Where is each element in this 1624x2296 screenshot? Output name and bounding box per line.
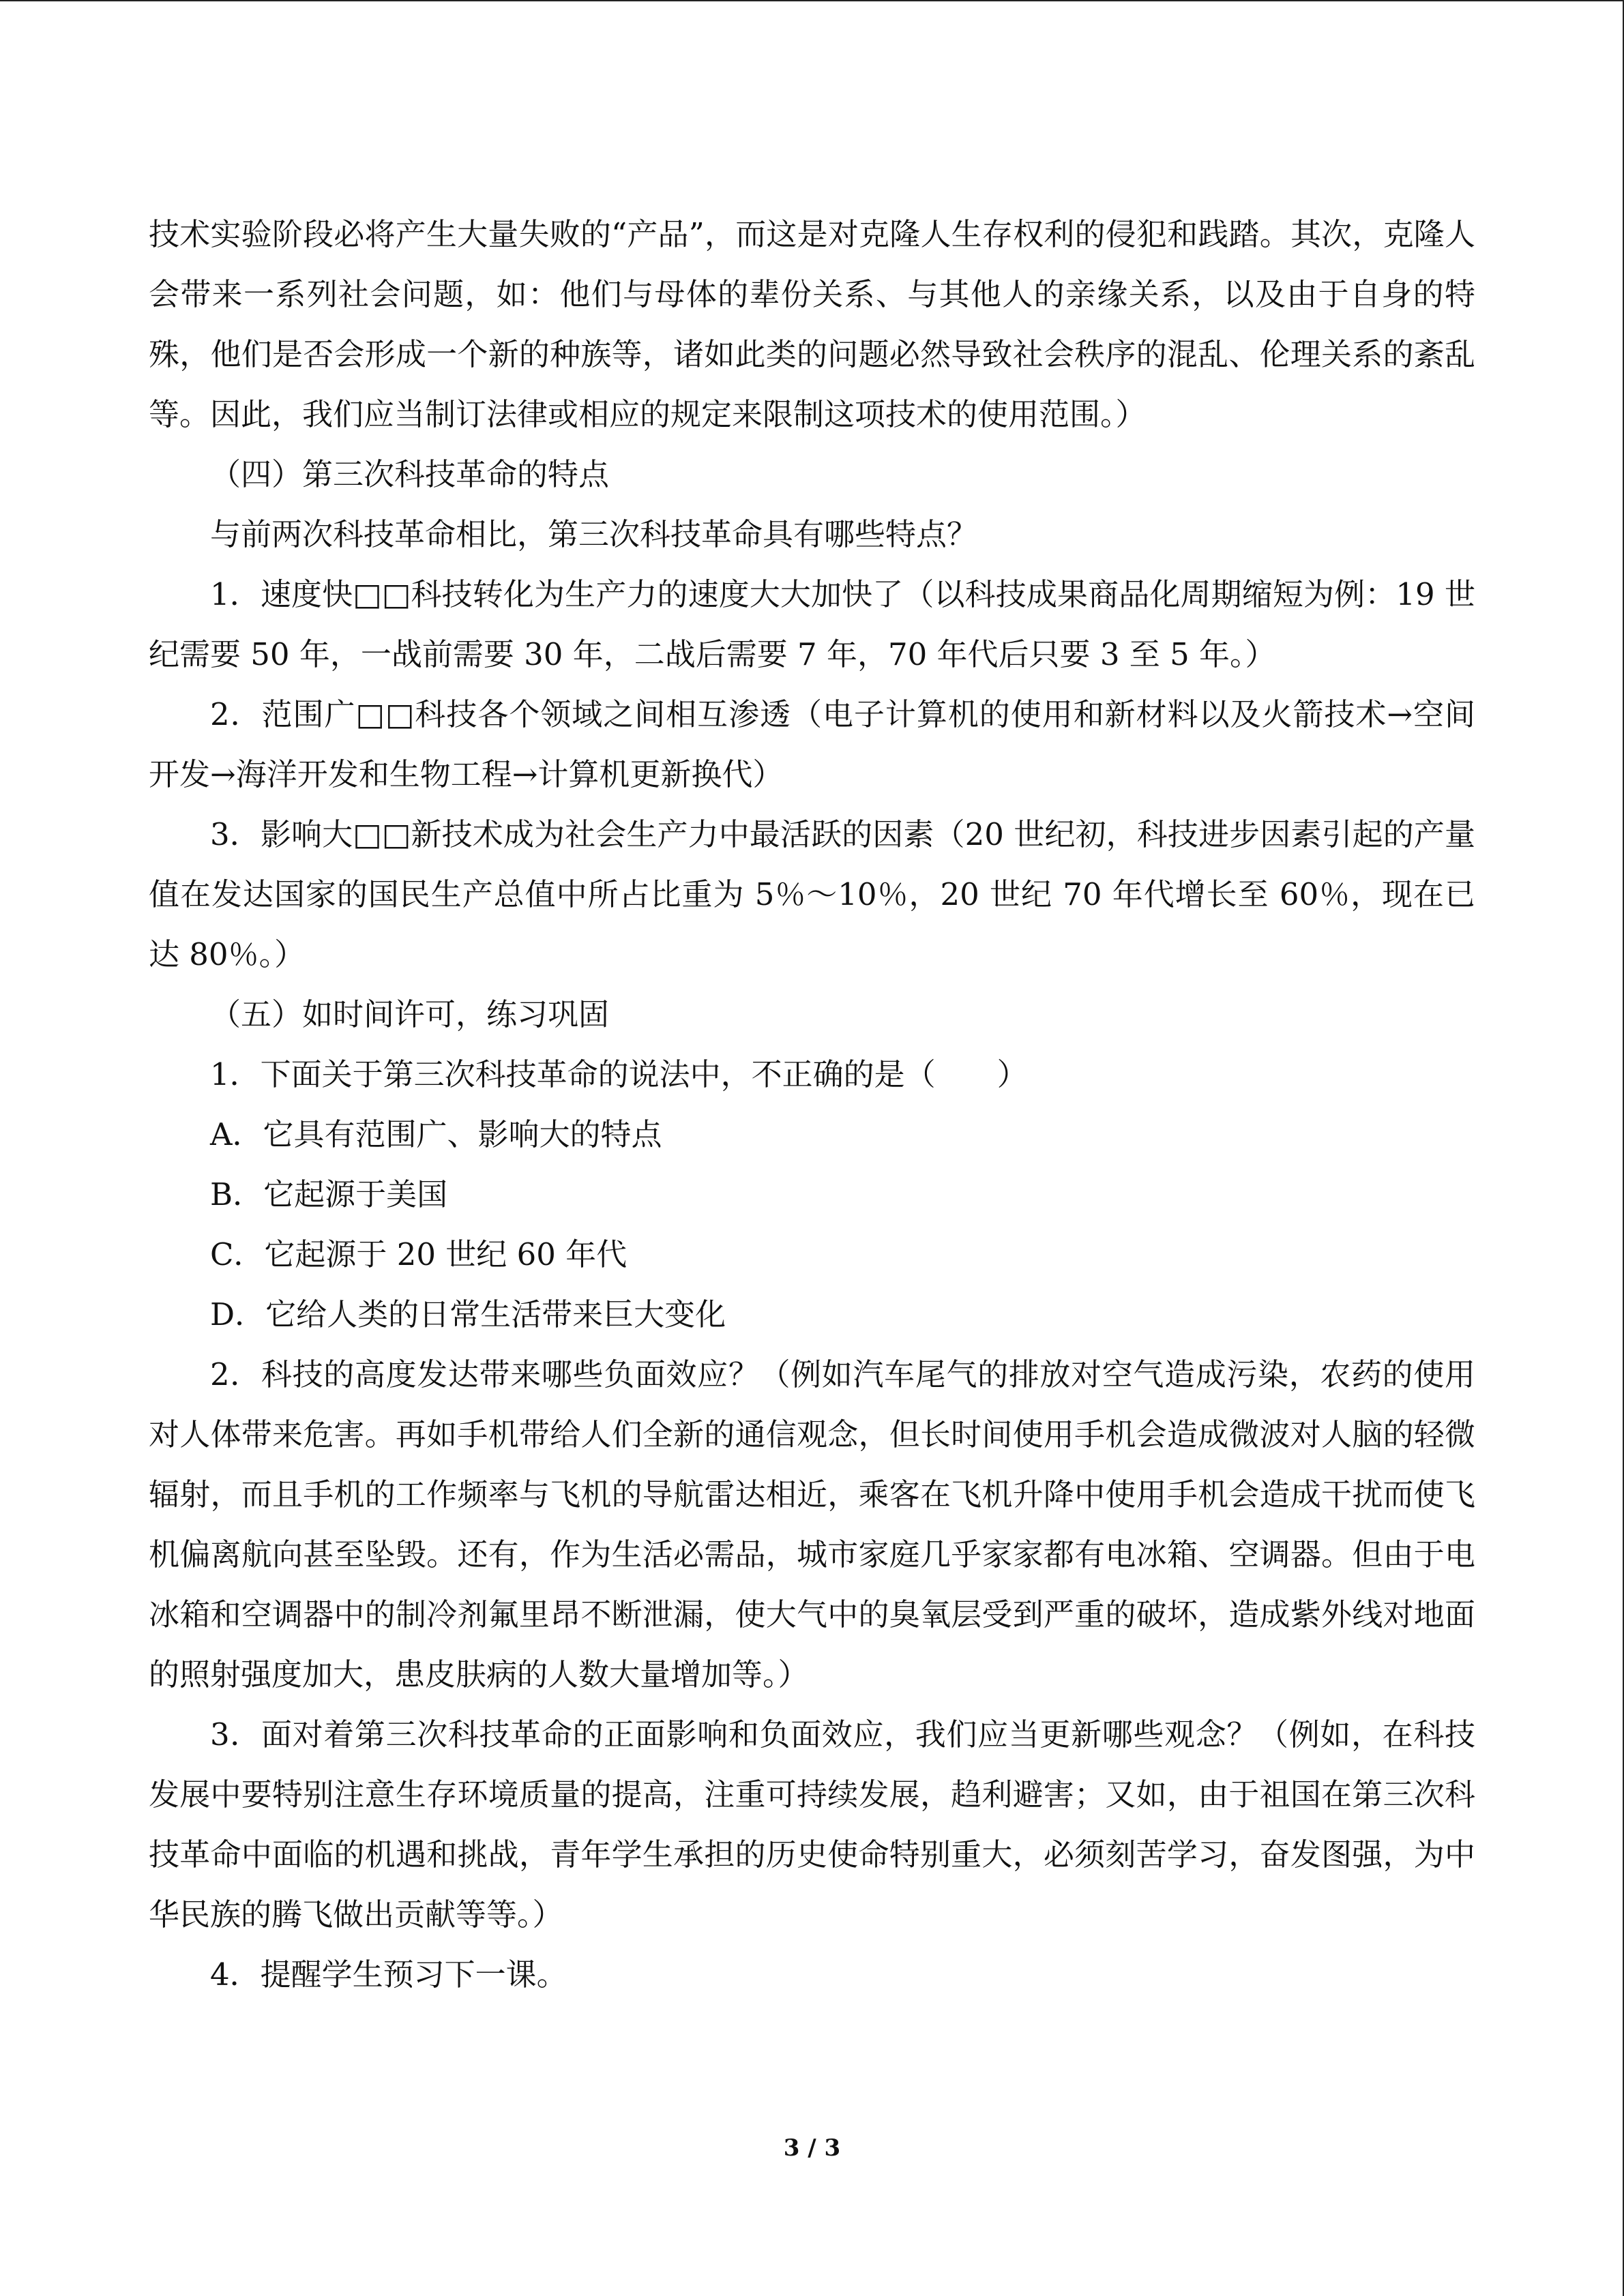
question-intro: 与前两次科技革命相比，第三次科技革命具有哪些特点？ (210, 516, 978, 552)
section-heading-5: （五）如时间许可，练习巩固 (210, 996, 610, 1032)
paragraph-continuation: 技术实验阶段必将产生大量失败的“产品”，而这是对克隆人生存权利的侵犯和践踏。其次，克隆人会带来一系列社会问题，如：他们与母体的辈份关系、与其他人的亲缘关系，以及由于自身的特殊，他们是否会形成一个新的种族等，诸如此类的问题必然导致社会秩序的混乱、伦理关系的紊乱等。因此，我们应当制订法律或相应的规定来限制这项技术的使用范围。） (149, 216, 1475, 432)
feature-scope: 2．范围广□□科技各个领域之间相互渗透（电子计算机的使用和新材料以及火箭技术→空间开发→海洋开发和生物工程→计算机更新换代） (149, 696, 1475, 792)
exercise-item-4: 4．提醒学生预习下一课。 (210, 1956, 567, 1993)
exercise-question-1: 1．下面关于第三次科技革命的说法中，不正确的是（ ） (210, 1056, 1028, 1092)
feature-speed: 1．速度快□□科技转化为生产力的速度大大加快了（以科技成果商品化周期缩短为例：19 世纪需要 50 年，一战前需要 30 年，二战后需要 7 年，70 年代后只要 3 至 5 年。） (149, 576, 1475, 672)
top-border (0, 0, 1624, 1)
option-a: A．它具有范围广、影响大的特点 (210, 1116, 662, 1152)
feature-impact: 3．影响大□□新技术成为社会生产力中最活跃的因素（20 世纪初，科技进步因素引起的产量值在发达国家的国民生产总值中所占比重为 5％～10％，20 世纪 70 年代增长至 60％，现在已达 80％。） (149, 816, 1475, 972)
document-body (149, 205, 1475, 2005)
exercise-question-2: 2．科技的高度发达带来哪些负面效应？（例如汽车尾气的排放对空气造成污染，农药的使用对人体带来危害。再如手机带给人们全新的通信观念，但长时间使用手机会造成微波对人脑的轻微辐射，而且手机的工作频率与飞机的导航雷达相近，乘客在飞机升降中使用手机会造成干扰而使飞机偏离航向甚至坠毁。还有，作为生活必需品，城市家庭几乎家家都有电冰箱、空调器。但由于电冰箱和空调器中的制冷剂氟里昂不断泄漏，使大气中的臭氧层受到严重的破坏，造成紫外线对地面的照射强度加大，患皮肤病的人数大量增加等。） (149, 1356, 1475, 1693)
section-heading-4: （四）第三次科技革命的特点 (210, 456, 610, 492)
option-b: B．它起源于美国 (210, 1176, 448, 1212)
exercise-question-3: 3．面对着第三次科技革命的正面影响和负面效应，我们应当更新哪些观念？（例如，在科技发展中要特别注意生存环境质量的提高，注重可持续发展，趋利避害；又如，由于祖国在第三次科技革命中面临的机遇和挑战，青年学生承担的历史使命特别重大，必须刻苦学习，奋发图强，为中华民族的腾飞做出贡献等等。） (149, 1716, 1475, 1933)
page-number: 3 / 3 (783, 2134, 841, 2162)
option-c: C．它起源于 20 世纪 60 年代 (210, 1236, 628, 1272)
option-d: D．它给人类的日常生活带来巨大变化 (210, 1296, 726, 1332)
